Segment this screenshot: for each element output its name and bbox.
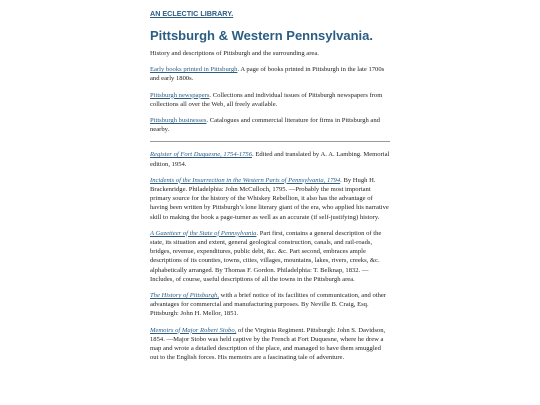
- book-entry: [150, 229, 390, 284]
- book-entry: [150, 291, 390, 319]
- category-early-books: [150, 65, 390, 83]
- book-link-gazetteer-pennsylvania[interactable]: A Gazetteer of the State of Pennsylvania: [150, 229, 257, 237]
- category-desc: . Collections and individual issues of Pittsburgh newspapers from collections all over the Web, all freely available.: [150, 91, 383, 108]
- book-desc: with a brief notice of its facilities of communication, and other advantages for commercial and manufacturing purposes. By Neville B. Craig, Esq. Pittsburgh: John H. Mellor, 1851.: [150, 292, 386, 318]
- site-home-link[interactable]: AN ECLECTIC LIBRARY.: [150, 9, 234, 18]
- book-desc: . Edited and translated by A. A. Lambing. Memorial edition, 1954.: [150, 151, 390, 168]
- link-newspapers[interactable]: Pittsburgh newspapers: [150, 91, 210, 99]
- category-newspapers: [150, 91, 390, 109]
- site-header: [150, 9, 390, 19]
- book-entry: [150, 176, 390, 222]
- category-desc: . Catalogues and commercial literature for firms in Pittsburgh and nearby.: [150, 117, 380, 134]
- link-businesses[interactable]: Pittsburgh businesses: [150, 117, 207, 125]
- category-desc: . A page of books printed in Pittsburgh in the late 1700s and early 1800s.: [150, 66, 385, 83]
- book-entry: [150, 150, 390, 168]
- book-desc: . By Hugh H. Brackenridge. Philadelphia: John McCulloch, 1795. —Probably the most important primary source for the history of the Whiskey Rebellion, it also has the advantage of having been written by Pittsburgh’s lone literary giant of the era, who applied his narrative skill to making the book a page-turner as well as an accurate (if self-justifying) history.: [150, 176, 389, 221]
- category-businesses: [150, 116, 390, 134]
- book-desc: of the Virginia Regiment. Pittsburgh: John S. Davidson, 1854. —Major Stobo was held captive by the French at Fort Duquesne, where he drew a map and wrote a detailed description of the place, and managed to have them smuggled out to the English forces. His memoirs are a fascinating tale of adventure.: [150, 326, 386, 362]
- link-early-books[interactable]: Early books printed in Pittsburgh: [150, 66, 238, 74]
- book-link-incidents-insurrection[interactable]: Incidents of the Insurrection in the Western Parts of Pennsylvania, 1794: [150, 176, 341, 184]
- book-link-history-pittsburgh[interactable]: The History of Pittsburgh,: [150, 292, 219, 300]
- book-link-register-fort-duquesne[interactable]: Register of Fort Duquesne, 1754-1756: [150, 151, 253, 159]
- book-desc: . Part first, contains a general description of the state, its situation and extent, general geological construction, canals, and rail-roads, bridges, revenue, expenditures, public debt, &c. &c. Part second, embraces ample descriptions of its counties, towns, cities, villages, mountains, lakes, rivers, creeks, &c. alphabetically arranged. By Thomas F. Gordon. Philadelphia: T. Belknap, 1832. —Includes, of course, useful descriptions of all the towns in the Pittsburgh area.: [150, 229, 382, 283]
- book-link-memoirs-stobo[interactable]: Memoirs of Major Robert Stobo,: [150, 326, 237, 334]
- book-entry: [150, 326, 390, 363]
- page-title: Pittsburgh & Western Pennsylvania.: [150, 28, 373, 43]
- intro-text: History and descriptions of Pittsburgh and the surrounding area.: [150, 50, 319, 57]
- page-content: [150, 6, 390, 369]
- section-divider: [150, 141, 390, 142]
